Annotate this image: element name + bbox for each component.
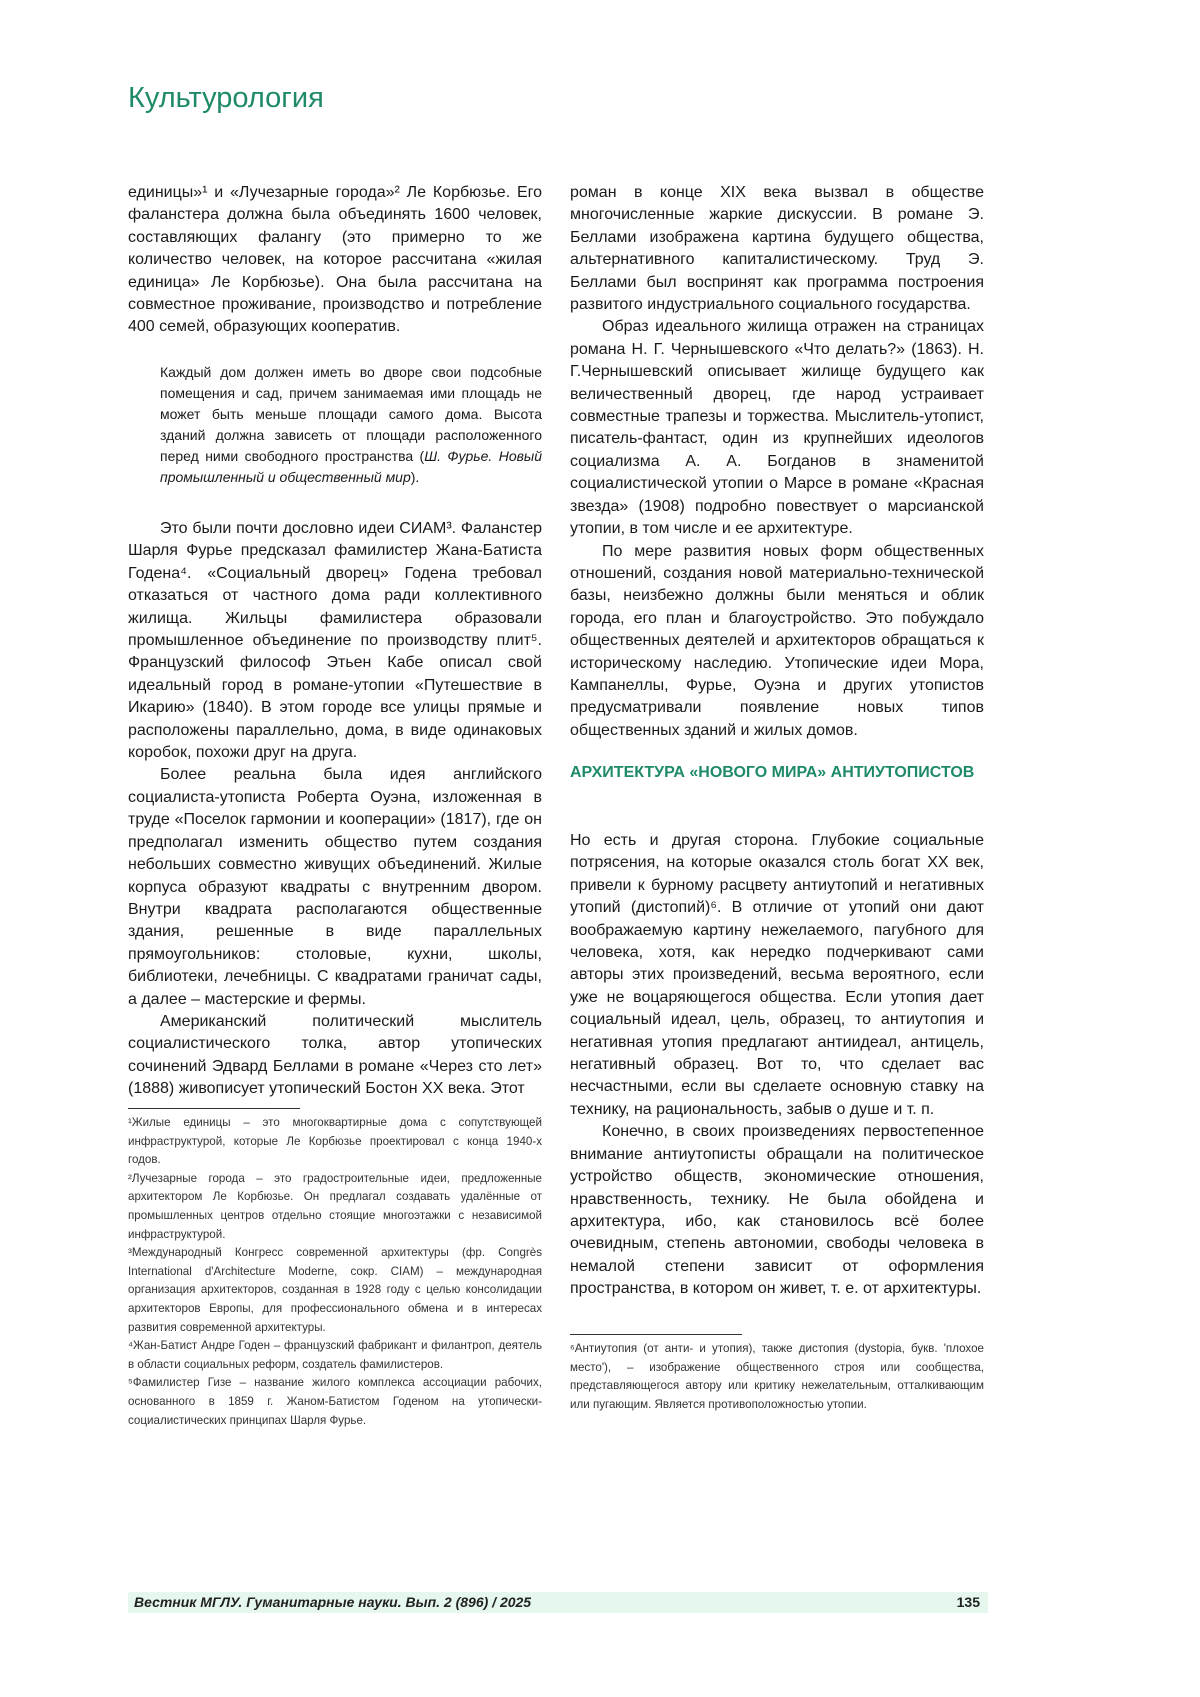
footnotes-left [128, 1114, 542, 1430]
right-paragraphs-2 [570, 830, 984, 1301]
section-title: Культурология [128, 82, 324, 115]
paragraph: Конечно, в своих произведениях первостепенное внимание антиутописты обращали на политическое устройство обществ, экономические отношения, нравственность, технику. Не была обойдена и архитектура, ибо, как становилось всё более очевидным, степень автономии, свободы человека в немалой степени зависит от оформления пространства, в котором он живет, т. е. от архитектуры. [570, 1121, 984, 1300]
footnote-divider [128, 1108, 300, 1109]
footnote-1: ¹Жилые единицы – это многоквартирные дома с сопутствующей инфраструктурой, которые Ле Корбюзье проектировал с конца 1940-х годов. [128, 1114, 542, 1170]
quote-source: Ш. Фурье. Новый промышленный и общественный мир [160, 448, 542, 485]
footnote-5: ⁵Фамилистер Гизе – название жилого комплекса ассоциации рабочих, основанного в 1859 г. Жаном-Батистом Годеном на утопически-социалистических принципах Шарля Фурье. [128, 1374, 542, 1430]
right-paragraphs [570, 182, 984, 742]
footnote-6: ⁶Антиутопия (от анти- и утопия), также дистопия (dystopia, букв. 'плохое место'), – изображение общественного строя или сообщества, представляющегося автору или критику нежелательным, отталкивающим или пугающим. Является противоположностью утопии. [570, 1340, 984, 1414]
page-footer [128, 1592, 988, 1613]
left-paragraphs [128, 518, 542, 1101]
footnotes-right [570, 1340, 984, 1414]
paragraph: По мере развития новых форм общественных отношений, создания новой материально-технической базы, неизбежно должны были меняться и облик города, его план и благоустройство. Это побуждало общественных деятелей и архитекторов обращаться к историческому наследию. Утопические идеи Мора, Кампанеллы, Фурье, Оуэна и других утопистов предусматривали появление новых типов общественных зданий и жилых домов. [570, 541, 984, 743]
paragraph: Но есть и другая сторона. Глубокие социальные потрясения, на которые оказался столь богат XX век, привели к бурному расцвету антиутопий и негативных утопий (дистопий)⁶. В отличие от утопий они дают воображаемую картину нежелаемого, пагубного для человека, хотя, как нередко подчеркивают сами авторы этих произведений, весьма вероятного, если уже не воцаряющегося общества. Если утопия дает социальный идеал, цель, образец, то антиутопия и негативная утопия предлагают антиидеал, антицель, негативный образец. Вот то, что сделает вас несчастными, если вы сделаете основную ставку на технику, на рациональность, забыв о душе и т. п. [570, 830, 984, 1121]
paragraph: Образ идеального жилища отражен на страницах романа Н. Г. Чернышевского «Что делать?» (1863). Н. Г.Чернышевский описывает жилище будущего как величественный дворец, где народ устраивает совместные трапезы и торжества. Мыслитель-утопист, писатель-фантаст, один из крупнейших идеологов социализма А. А. Богданов в знаменитой социалистической утопии о Марсе в романе «Красная звезда» (1908) подробно повествует о марсианской утопии, в том числе и ее архитектуре. [570, 316, 984, 540]
paragraph: роман в конце XIX века вызвал в обществе многочисленные жаркие дискуссии. В романе Э. Беллами изображена картина будущего общества, альтернативного капиталистическому. Труд Э. Беллами был воспринят как программа построения развитого индустриального социального государства. [570, 182, 984, 316]
footnote-4: ⁴Жан-Батист Андре Годен – французский фабрикант и филантроп, деятель в области социальных реформ, создатель фамилистеров. [128, 1337, 542, 1374]
paragraph: единицы»¹ и «Лучезарные города»² Ле Корбюзье. Его фаланстера должна была объединять 1600 человек, составляющих фалангу (это примерно то же количество человек, на которое рассчитана «жилая единица» Ле Корбюзье). Она была рассчитана на совместное проживание, производство и потребление 400 семей, образующих кооператив. [128, 182, 542, 339]
paragraph: Это были почти дословно идеи СИАМ³. Фаланстер Шарля Фурье предсказал фамилистер Жана-Батиста Годена⁴. «Социальный дворец» Годена требовал отказаться от частного дома ради коллективного жилища. Жильцы фамилистера образовали промышленное объединение по производству плит⁵. Французский философ Этьен Кабе описал свой идеальный город в романе-утопии «Путешествие в Икарию» (1840). В этом городе все улицы прямые и расположены параллельно, дома, в виде одинаковых коробок, похожи друг на друга. [128, 518, 542, 764]
footnote-3: ³Международный Конгресс современной архитектуры (фр. Congrès International d'Architecture Moderne, сокр. CIAM) – международная организация архитекторов, созданная в 1928 году с целью консолидации архитекторов Европы, для профессионального обмена и в интересах развития современной архитектуры. [128, 1244, 542, 1337]
journal-title: Вестник МГЛУ. Гуманитарные науки. Вып. 2 (896) / 2025 [134, 1594, 531, 1610]
footnote-divider [570, 1334, 742, 1335]
quote-end: ). [411, 469, 420, 485]
quote-text: Каждый дом должен иметь во дворе свои подсобные помещения и сад, причем занимаемая ими площадь не может быть меньше площади самого дома. Высота зданий должна зависеть от площади расположенного перед ними свободного пространства ( [160, 364, 542, 464]
page-number: 135 [957, 1594, 980, 1610]
section-heading: АРХИТЕКТУРА «НОВОГО МИРА» АНТИУТОПИСТОВ [570, 762, 984, 784]
paragraph: Более реальна была идея английского социалиста-утописта Роберта Оуэна, изложенная в труде «Поселок гармонии и кооперации» (1817), где он предполагал изменить общество путем создания небольших совместно живущих объединений. Жилые корпуса образуют квадраты с внутренним двором. Внутри квадрата располагаются общественные здания, решенные в виде параллельных прямоугольников: столовые, кухни, школы, библиотеки, лечебницы. С квадратами граничат сады, а далее – мастерские и фермы. [128, 764, 542, 1010]
left-paragraph-1 [128, 182, 542, 339]
paragraph: Американский политический мыслитель социалистического толка, автор утопических сочинений Эдвард Беллами в романе «Через сто лет» (1888) живописует утопический Бостон XX века. Этот [128, 1011, 542, 1101]
block-quote [160, 362, 542, 488]
footnote-2: ²Лучезарные города – это градостроительные идеи, предложенные архитектором Ле Корбюзье. Он предлагал создавать удалённые от промышленных центров отдельно стоящие многоэтажки с независимой инфраструктурой. [128, 1170, 542, 1244]
